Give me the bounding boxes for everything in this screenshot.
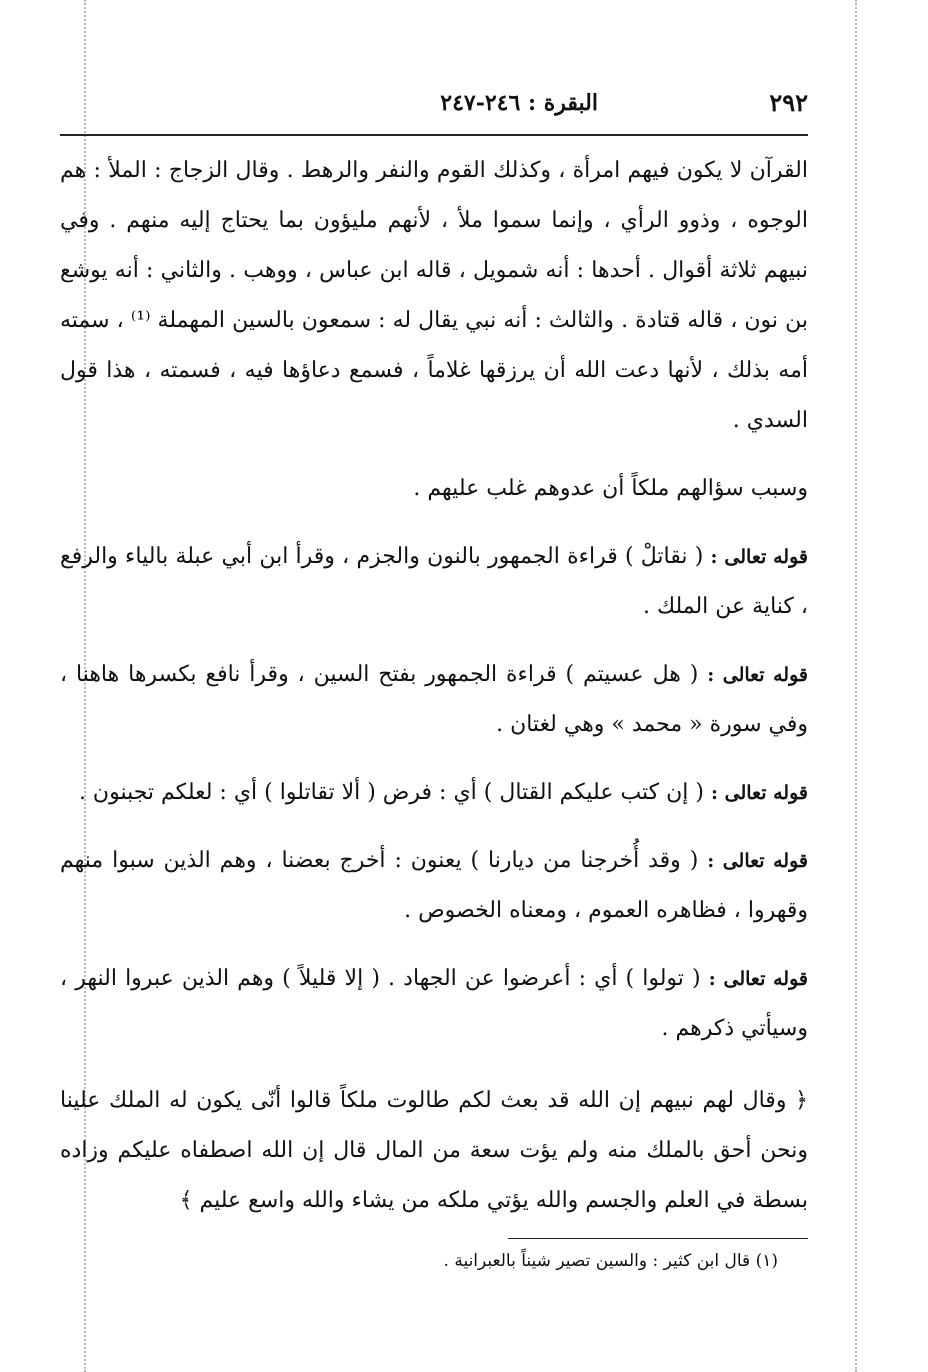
paragraph-text: ( هل عسيتم ) قراءة الجمهور بفتح السين ، وقرأ نافع بكسرها هاهنا ، وفي سورة « محمد » وهي لغتان .	[60, 662, 808, 737]
paragraph-tawallaw	[60, 954, 808, 1054]
paragraph-reason	[60, 464, 808, 514]
header-rule	[60, 134, 808, 136]
footnote-rule	[508, 1238, 808, 1239]
quran-verse: ﴿ وقال لهم نبيهم إن الله قد بعث لكم طالوت ملكاً قالوا أنّى يكون له الملك علينا ونحن أحق بالملك منه ولم يؤت سعة من المال قال إن الله اصطفاه عليكم وزاده بسطة في العلم والجسم والله يؤتي ملكه من يشاء والله واسع عليم ﴾	[60, 1088, 808, 1213]
right-margin-dots	[855, 0, 857, 1372]
paragraph-text: القرآن لا يكون فيهم امرأة ، وكذلك القوم والنفر والرهط . وقال الزجاج : الملأ : هم الوجوه ، وذوو الرأي ، وإنما سموا ملأ ، لأنهم مليؤون بما يحتاج إليه منهم . وفي نبيهم ثلاثة أقوال . أحدها : أنه شمويل ، قاله ابن عباس ، ووهب . والثاني : أنه يوشع بن نون ، قاله قتادة . والثالث : أنه نبي يقال له : سمعون بالسين المهملة ⁽¹⁾ ، سمته أمه بذلك ، لأنها دعت الله أن يرزقها غلاماً ، فسمع دعاؤها فيه ، فسمته ، هذا قول السدي .	[60, 158, 808, 433]
spacer	[60, 750, 808, 768]
paragraph-text: ( وقد أُخرجنا من ديارنا ) يعنون : أخرج بعضنا ، وهم الذين سبوا منهم وقهروا ، فظاهره العموم ، ومعناه الخصوص .	[60, 848, 808, 923]
paragraph-lead: قوله تعالى :	[711, 782, 808, 804]
spacer	[60, 818, 808, 836]
paragraph-text: ( تولوا ) أي : أعرضوا عن الجهاد . ( إلا قليلاً ) وهم الذين عبروا النهر ، وسيأتي ذكرهم .	[60, 966, 808, 1041]
spacer	[60, 936, 808, 954]
paragraph-text: ( نقاتلْ ) قراءة الجمهور بالنون والجزم ، وقرأ ابن أبي عبلة بالياء والرفع ، كناية عن الملك .	[60, 544, 808, 619]
paragraph-lead: قوله تعالى :	[710, 546, 808, 568]
paragraph-lead: قوله تعالى :	[707, 664, 808, 686]
spacer	[60, 632, 808, 650]
page-body	[60, 146, 808, 1226]
paragraph-lead: قوله تعالى :	[708, 968, 808, 990]
spacer	[60, 446, 808, 464]
paragraph-text: وسبب سؤالهم ملكاً أن عدوهم غلب عليهم .	[413, 476, 808, 501]
paragraph-lead: قوله تعالى :	[707, 850, 808, 872]
paragraph-asaytum	[60, 650, 808, 750]
page-number: ٢٩٢	[769, 88, 808, 117]
paragraph-kutiba	[60, 768, 808, 818]
spacer	[60, 514, 808, 532]
paragraph-naqatil	[60, 532, 808, 632]
page-header	[60, 88, 808, 128]
paragraph-text: ( إن كتب عليكم القتال ) أي : فرض ( ألا تقاتلوا ) أي : لعلكم تجبنون .	[78, 780, 704, 805]
footnote: (١) قال ابن كثير : والسين تصير شيناً بالعبرانية .	[443, 1251, 778, 1271]
running-title: البقرة : ٢٤٦-٢٤٧	[440, 90, 598, 116]
paragraph-ukhrijna	[60, 836, 808, 936]
paragraph-intro	[60, 146, 808, 446]
